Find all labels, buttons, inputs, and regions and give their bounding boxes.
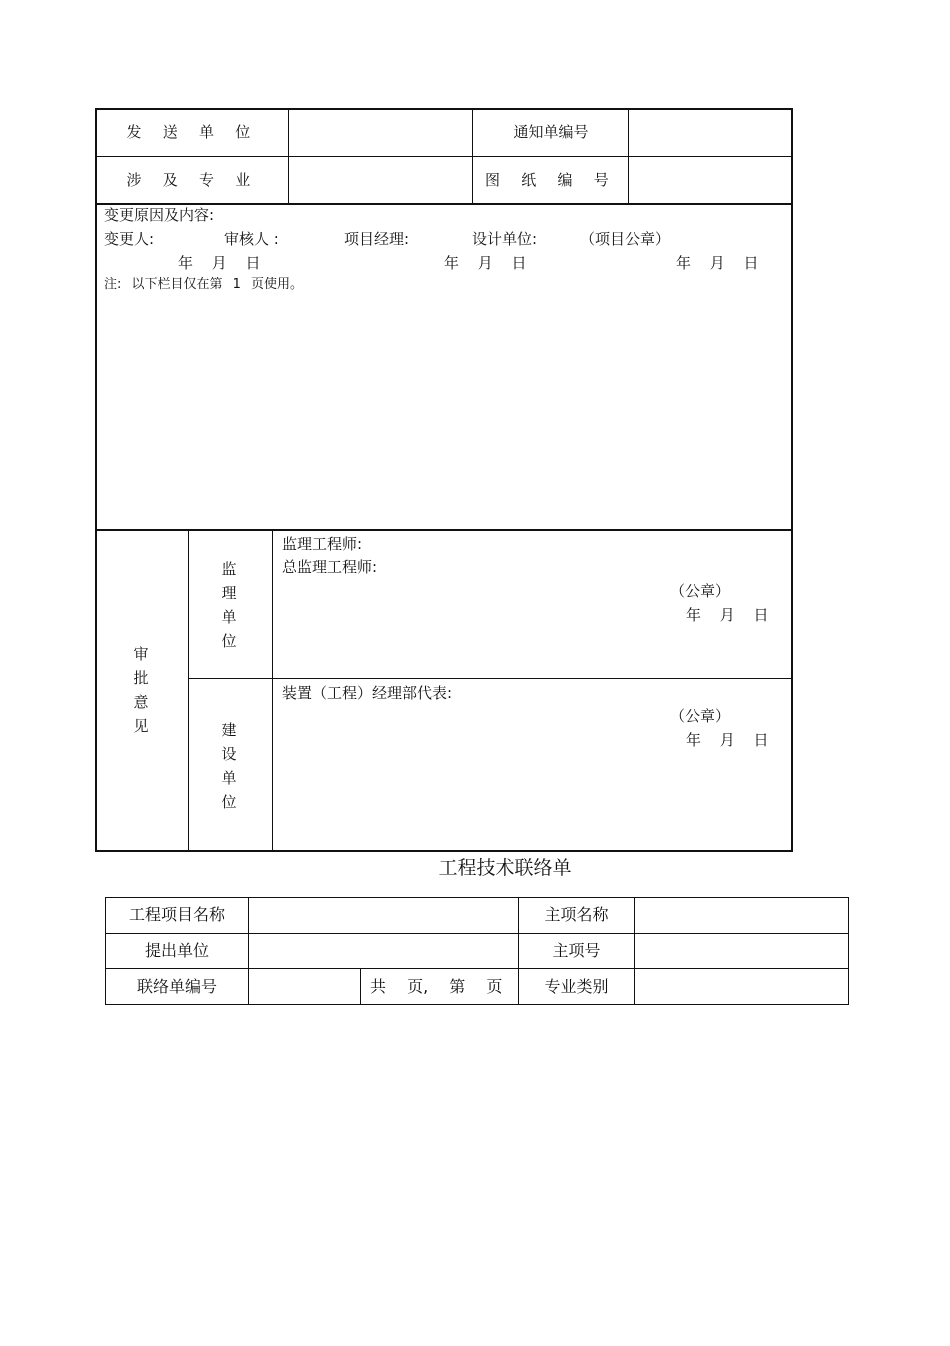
supervision-unit-label-text: 监 理 单 位 (221, 560, 237, 650)
drawing-number-value[interactable] (632, 171, 787, 189)
form1-vline (288, 108, 289, 204)
project-name-field[interactable] (250, 899, 517, 932)
form1-hline (95, 529, 793, 531)
form2-hline (105, 968, 849, 969)
change-reason-label: 变更原因及内容: (104, 206, 215, 224)
specialty-category-label: 专业类别 (544, 977, 609, 996)
approval-label (129, 642, 153, 738)
main-item-name-field[interactable] (636, 899, 847, 932)
notice-number-value[interactable] (632, 123, 787, 141)
construction-date: 年 月 日 (686, 731, 769, 749)
liaison-number-field[interactable] (250, 970, 359, 1003)
form2-vline (634, 897, 635, 1005)
page-count-label: 共 页, 第 页 (370, 977, 503, 996)
form1-vline (628, 108, 629, 204)
supervision-seal-label: （公章） (670, 582, 731, 600)
liaison-form-title: 工程技术联络单 (438, 857, 572, 879)
sender-unit-label: 发 送 单 位 (126, 123, 259, 141)
chief-engineer-label: 总监理工程师: (282, 558, 378, 576)
form1-vline (472, 108, 473, 204)
form2-vline (360, 968, 361, 1005)
liaison-number-label: 联络单编号 (136, 977, 217, 996)
form1-vline (272, 530, 273, 850)
construction-seal-label: （公章） (670, 707, 731, 725)
changer-label: 变更人: (104, 230, 155, 248)
specialty-value[interactable] (292, 171, 468, 189)
construction-rep-label: 装置（工程）经理部代表: (282, 684, 453, 702)
form1-hline (95, 156, 793, 157)
proposing-unit-field[interactable] (250, 935, 517, 967)
design-unit-label: 设计单位: (472, 230, 538, 248)
construction-unit-label-text: 建 设 单 位 (221, 721, 237, 811)
sender-unit-value[interactable] (292, 123, 468, 141)
date-3: 年 月 日 (676, 254, 759, 272)
main-item-name-label: 主项名称 (544, 905, 609, 924)
reviewer-label: 审核人 : (224, 230, 279, 248)
main-item-number-label: 主项号 (552, 941, 601, 960)
form1-hline (188, 678, 793, 679)
specialty-label: 涉 及 专 业 (126, 171, 259, 189)
drawing-number-label: 图 纸 编 号 (484, 171, 618, 189)
usage-note: 注: 以下栏目仅在第 1 页使用。 (104, 277, 304, 292)
form1-vline (188, 530, 189, 850)
form1-hline (95, 203, 793, 205)
main-item-number-field[interactable] (636, 935, 847, 967)
supervision-date: 年 月 日 (686, 606, 769, 624)
supervision-unit-label (217, 557, 241, 653)
construction-unit-label (217, 718, 241, 814)
project-seal-label: （项目公章） (580, 230, 671, 248)
specialty-category-field[interactable] (636, 970, 847, 1003)
proposing-unit-label: 提出单位 (144, 941, 209, 960)
supervision-engineer-label: 监理工程师: (282, 535, 363, 553)
form2-hline (105, 933, 849, 934)
date-2: 年 月 日 (444, 254, 527, 272)
project-name-label: 工程项目名称 (128, 905, 225, 924)
project-manager-label: 项目经理: (344, 230, 410, 248)
approval-label-text: 审 批 意 见 (133, 645, 149, 735)
date-1: 年 月 日 (178, 254, 261, 272)
notice-number-label: 通知单编号 (513, 123, 589, 141)
form2-vline (248, 897, 249, 1005)
